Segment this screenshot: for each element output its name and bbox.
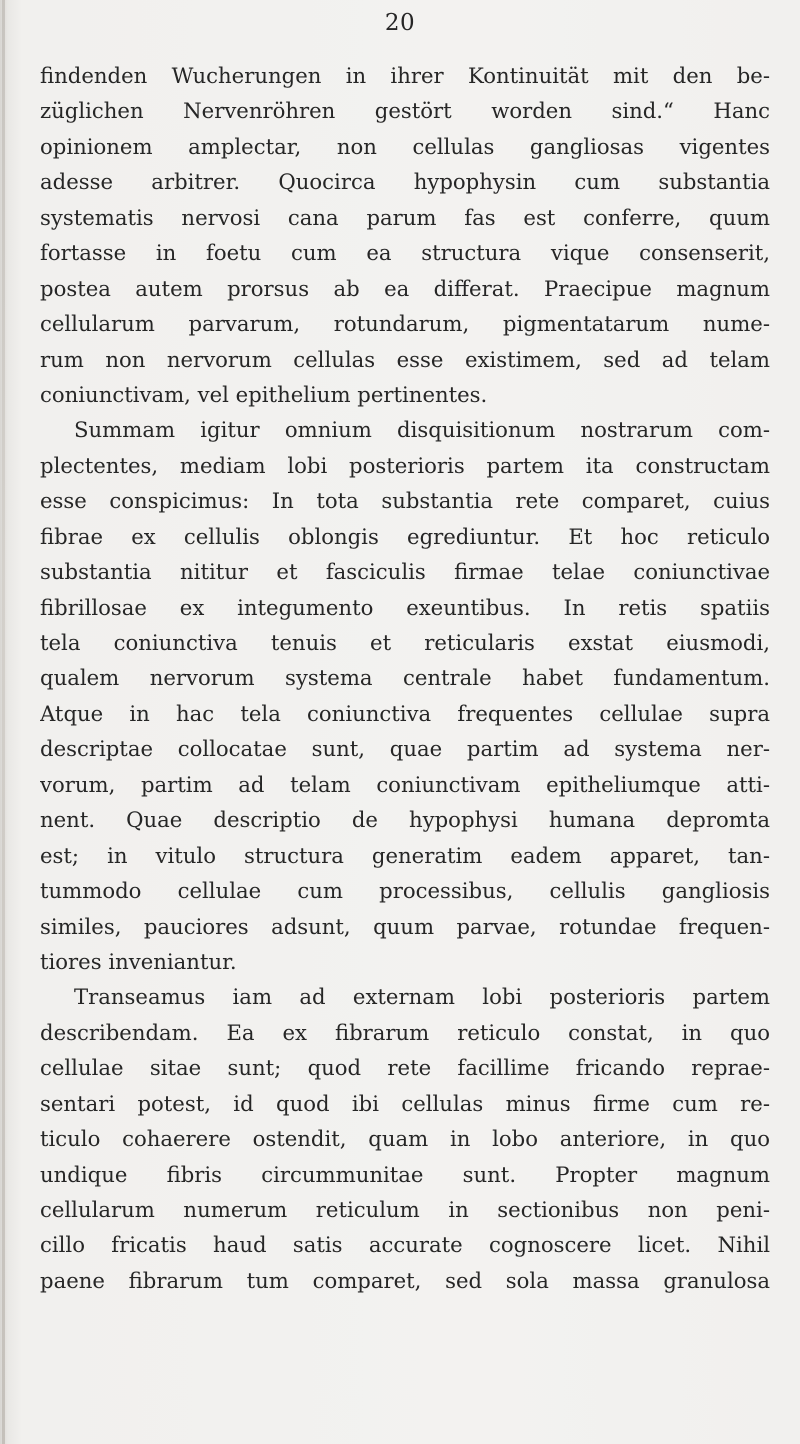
text-line: findenden Wucherungen in ihrer Kontinuität mit den be- bbox=[40, 63, 770, 88]
text-line: sentari potest, id quod ibi cellulas minus firme cum re- bbox=[40, 1090, 770, 1116]
text-line: Transeamus iam ad externam lobi posterioris partem bbox=[74, 984, 770, 1010]
text-line: adesse arbitrer. Quocirca hypophysin cum substantia bbox=[40, 169, 770, 195]
text-line: qualem nervorum systema centrale habet fundamentum. bbox=[40, 665, 770, 691]
text-line: coniunctivam, vel epithelium pertinentes. bbox=[40, 381, 488, 407]
text-line: nent. Quae descriptio de hypophysi humana depromta bbox=[40, 807, 770, 833]
text-line: tummodo cellulae cum processibus, cellulis gangliosis bbox=[40, 878, 770, 904]
binding-gutter bbox=[2, 0, 5, 1444]
text-line: plectentes, mediam lobi posterioris partem ita constructam bbox=[40, 452, 770, 478]
text-line: cillo fricatis haud satis accurate cognoscere licet. Nihil bbox=[40, 1232, 770, 1258]
text-line: cellularum parvarum, rotundarum, pigmentatarum nume- bbox=[40, 311, 770, 337]
text-line: systematis nervosi cana parum fas est conferre, quum bbox=[40, 204, 770, 230]
text-line: cellularum numerum reticulum in sectionibus non peni- bbox=[40, 1197, 770, 1222]
text-line: züglichen Nervenröhren gestört worden sind.“ Hanc bbox=[40, 98, 770, 124]
text-line: esse conspicimus: In tota substantia rete comparet, cuius bbox=[40, 488, 770, 514]
text-line: tela coniunctiva tenuis et reticularis exstat eiusmodi, bbox=[40, 630, 770, 655]
text-line: cellulae sitae sunt; quod rete facillime fricando reprae- bbox=[40, 1055, 770, 1081]
text-line: describendam. Ea ex fibrarum reticulo constat, in quo bbox=[40, 1019, 770, 1045]
text-line: Summam igitur omnium disquisitionum nostrarum com- bbox=[74, 417, 770, 443]
text-line: fibrillosae ex integumento exeuntibus. In retis spatiis bbox=[40, 594, 770, 620]
body-text bbox=[40, 58, 770, 1298]
text-line: paene fibrarum tum comparet, sed sola massa granulosa bbox=[40, 1267, 770, 1293]
text-line: rum non nervorum cellulas esse existimem, sed ad telam bbox=[40, 346, 770, 372]
text-line: Atque in hac tela coniunctiva frequentes cellulae supra bbox=[40, 700, 770, 726]
text-line: tiores inveniantur. bbox=[40, 948, 237, 974]
text-line: ticulo cohaerere ostendit, quam in lobo anteriore, in quo bbox=[40, 1126, 770, 1152]
text-line: fibrae ex cellulis oblongis egrediuntur. Et hoc reticulo bbox=[40, 523, 770, 549]
text-line: similes, pauciores adsunt, quum parvae, rotundae frequen- bbox=[40, 913, 770, 939]
page-number: 20 bbox=[384, 10, 416, 36]
text-line: undique fibris circummunitae sunt. Propter magnum bbox=[40, 1161, 770, 1187]
text-line: descriptae collocatae sunt, quae partim ad systema ner- bbox=[40, 736, 770, 762]
text-line: fortasse in foetu cum ea structura vique consenserit, bbox=[40, 240, 770, 266]
text-line: postea autem prorsus ab ea differat. Praecipue magnum bbox=[40, 275, 770, 301]
text-line: est; in vitulo structura generatim eadem apparet, tan- bbox=[40, 842, 770, 868]
text-line: vorum, partim ad telam coniunctivam epitheliumque atti- bbox=[40, 771, 770, 797]
text-line: substantia nititur et fasciculis firmae telae coniunctivae bbox=[40, 559, 770, 585]
text-line: opinionem amplectar, non cellulas gangliosas vigentes bbox=[40, 133, 770, 159]
